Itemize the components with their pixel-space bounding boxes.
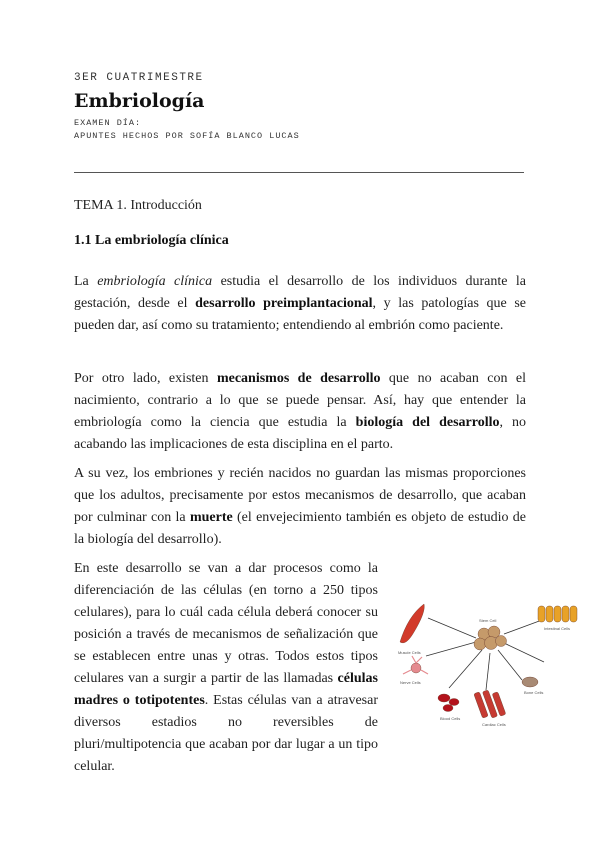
document-title: Embriología (74, 90, 205, 112)
cardiac-cells (474, 690, 506, 727)
semester-label: 3ER CUATRIMESTRE (74, 72, 204, 84)
intestinal-cells (538, 606, 577, 631)
paragraph-2 (74, 368, 526, 456)
bold-term: mecanismos de desarrollo (216, 371, 381, 386)
text-run: La (74, 274, 98, 289)
stem-cell-differentiation-figure (394, 598, 584, 738)
bone-cell-label: Bone Cells (524, 690, 544, 695)
bold-term: desarrollo preimplantacional (195, 296, 373, 311)
exam-day-label: EXAMEN DÍA: (74, 118, 142, 128)
muscle-cell-label: Muscle Cells (398, 650, 421, 655)
paragraph-1 (74, 271, 526, 337)
blood-cells (438, 694, 460, 721)
stem-cell-label: Stem Cell (479, 618, 497, 623)
text-run: En este desarrollo se van a dar procesos como la diferenciación de las células (en torno a 250 tipos celulares), para lo cuál cada célula deberá conocer su posición a través de mecanismos de señalización que se establecen entre unas y otras. Todos estos tipos celulares van a surgir a partir de las llamadas (74, 561, 378, 686)
paragraph-3 (74, 463, 526, 551)
bone-cell (522, 677, 543, 695)
author-label: APUNTES HECHOS POR SOFÍA BLANCO LUCAS (74, 131, 300, 141)
header-divider (74, 172, 524, 173)
blood-cell-label: Blood Cells (440, 716, 461, 721)
bold-term: células madres o totipotentes (74, 671, 378, 708)
bold-term: muerte (189, 510, 233, 525)
text-run: estudia el desarrollo de los individuos durante la gestación, desde el (74, 274, 526, 311)
topic-heading: TEMA 1. Introducción (74, 198, 202, 213)
nerve-cell-label: Nerve Cells (400, 680, 421, 685)
page-header (74, 72, 534, 143)
stem-cell-cluster (474, 618, 507, 650)
intestinal-cell-label: Intestinal Cells (544, 626, 571, 631)
text-run: . Estas células van a atravesar diversos estadios no reversibles de pluri/multipotencia que acaban por dar lugar a un tipo celular. (74, 693, 378, 774)
section-heading: 1.1 La embriología clínica (74, 233, 229, 248)
italic-term: embriología clínica (97, 274, 213, 289)
text-run: (el envejecimiento también es objeto de estudio de la biología del desarrollo). (74, 510, 526, 547)
text-run: A su vez, los embriones y recién nacidos no guardan las mismas proporciones que los adultos, precisamente por estos mecanismos de desarrollo, que acaban por culminar con la (74, 466, 526, 525)
cardiac-cell-label: Cardiac Cells (482, 722, 506, 727)
nerve-cell (400, 656, 428, 685)
text-run: , y las patologías que se pueden dar, así como su tratamiento; entendiendo al embrión como paciente. (74, 296, 526, 333)
muscle-cell (398, 604, 424, 655)
text-run: Por otro lado, existen (74, 371, 217, 386)
text-run: , no acabando las implicaciones de esta disciplina en el parto. (74, 415, 527, 452)
bold-term: biología del desarrollo (355, 415, 500, 430)
text-run: que no acaban con el nacimiento, contrario a lo que se puede pensar. Así, hay que entender la embriología como la ciencia que estudia la (74, 371, 526, 430)
paragraph-4 (74, 558, 378, 778)
